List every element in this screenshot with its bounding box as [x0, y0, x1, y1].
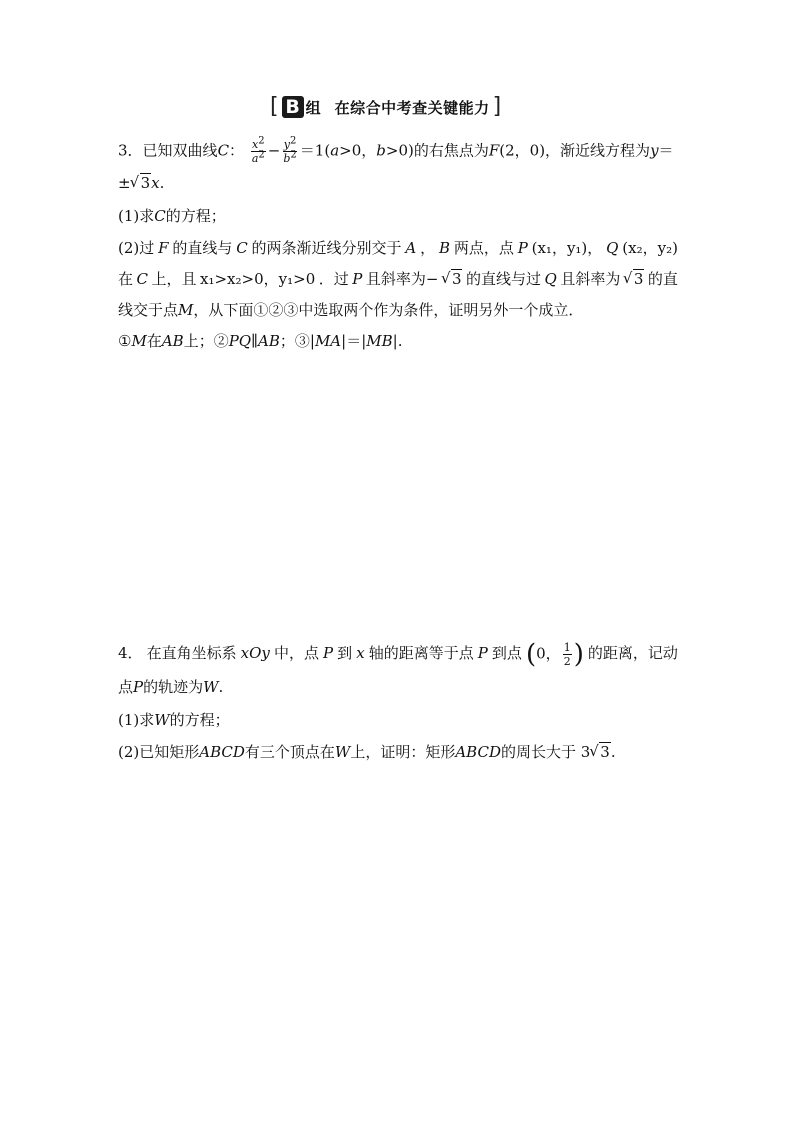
cond-end: >0)的右焦点为	[385, 141, 489, 160]
cond3-c: |.	[392, 332, 403, 350]
p4l1-point-0: 0，	[536, 644, 561, 663]
p4l1-e: 到点	[491, 644, 522, 662]
q2l2-P: P	[352, 270, 363, 288]
cond1-AB: AB	[161, 332, 184, 350]
problem3-question2-line1	[118, 237, 678, 259]
q2l1-C: C	[236, 239, 248, 257]
sqrt-radicand-2: 3	[633, 270, 644, 288]
p4q2-d: 的周长大于 3	[500, 743, 591, 761]
p4q2-W: W	[334, 743, 351, 761]
p4q2-ABCD: ABCD	[199, 743, 245, 761]
q2l2-f: 且斜率为	[560, 270, 621, 288]
q2l2-C: C	[136, 270, 148, 288]
p4l2-P: P	[133, 678, 144, 696]
q2l3-a: 线交于点	[118, 301, 179, 319]
frac-half-den: 2	[563, 655, 571, 668]
q1-C: C	[154, 207, 166, 225]
fraction-one-half	[563, 642, 572, 667]
q2l1-B: B	[438, 239, 450, 257]
p4l2-b: 的轨迹为	[143, 678, 204, 696]
frac1-denominator-exponent: 2	[258, 149, 265, 161]
q1-prefix: (1)求	[118, 207, 155, 225]
frac1-numerator: x	[252, 138, 259, 151]
var-x: x	[151, 174, 160, 192]
problem3-question2-line3	[118, 299, 583, 321]
q2l1-c: 的两条渐近线分别交于	[251, 239, 402, 257]
var-a: a	[330, 141, 340, 160]
p4l2-c: .	[218, 678, 224, 696]
sqrt-3-pos	[624, 268, 645, 290]
minus-sign: −	[267, 141, 281, 160]
p4q2-c: 上，证明：矩形	[350, 743, 456, 761]
problem4-question1	[118, 709, 230, 731]
q2l1-P: P	[517, 239, 528, 257]
p4q1-W: W	[154, 711, 170, 729]
q2l3-b: ，从下面①②③中选取两个作为条件，证明另外一个成立．	[193, 301, 584, 319]
p4l1-P2: P	[477, 644, 488, 662]
sqrt-radicand: 3	[140, 174, 151, 192]
problem3-intro: 已知双曲线	[142, 141, 218, 160]
q2l1-F: F	[158, 239, 169, 257]
q2l1-d: ，	[420, 239, 436, 257]
frac1-numerator-exponent: 2	[258, 135, 265, 147]
q2l2-e: 的直线与过	[465, 270, 541, 288]
q2l1-P-coords: (x₁，y₁)，	[531, 239, 603, 257]
group-word: 组	[305, 98, 321, 117]
q2l3-M: M	[178, 301, 194, 319]
frac2-numerator: y	[283, 138, 290, 151]
problem3-question1	[118, 205, 226, 227]
cond3-b: |＝|	[341, 332, 367, 350]
q2l2-a: 在	[118, 270, 134, 288]
q2l2-Q: Q	[544, 270, 557, 288]
cond-mid: >0，	[339, 141, 377, 160]
frac2-denominator: b	[283, 152, 291, 165]
q2l1-b: 的直线与	[172, 239, 233, 257]
frac2-numerator-exponent: 2	[289, 135, 297, 147]
p4q2-ABCD2: ABCD	[455, 743, 501, 761]
p4l1-P: P	[323, 644, 334, 662]
p4q2-a: (2)已知矩形	[118, 743, 200, 761]
q2l2-b: 上，且	[151, 270, 197, 288]
problem3-conditions	[118, 330, 402, 352]
asym-eq: ＝	[658, 141, 674, 160]
plus-minus: ±	[118, 174, 131, 192]
p4l1-a: 在直角坐标系	[146, 644, 237, 662]
sqrt-radicand-1: 3	[451, 270, 462, 288]
q2l1-e: 两点，点	[453, 239, 514, 257]
q1-suffix: 的方程；	[165, 207, 226, 225]
p4l1-x: x	[356, 644, 365, 662]
sqrt-3-neg	[442, 268, 463, 290]
p4q1-b: 的方程；	[169, 711, 230, 729]
cond2-PQ: PQ	[228, 332, 252, 350]
cond3-MB: MB	[366, 332, 393, 350]
cond2-AB: AB	[258, 332, 280, 350]
cond1-c: 上；②	[183, 332, 229, 350]
p4l1-c: 到	[337, 644, 353, 662]
problem3-line1	[118, 135, 674, 165]
section-title: 在综合中考查关键能力	[334, 98, 490, 117]
p4l1-b: 中，点	[273, 644, 319, 662]
cond2-parallel: ∥	[251, 332, 259, 350]
p4q2-b: 有三个顶点在	[244, 743, 335, 761]
curve-C: C	[217, 141, 230, 160]
bracket-left: [	[270, 94, 279, 119]
section-header	[270, 93, 501, 121]
equation-rhs: ＝1(	[299, 141, 331, 160]
cond3-MA: MA	[314, 332, 342, 350]
fraction-x2-a2	[251, 135, 266, 165]
sqrt-3-perimeter	[590, 741, 611, 763]
group-letter-badge: B	[282, 96, 304, 118]
focus-coords: (2，0)，渐近线方程为	[499, 141, 651, 160]
var-b: b	[376, 141, 386, 160]
problem3-question2-line2	[118, 268, 678, 290]
p4l2-a: 点	[118, 678, 134, 696]
problem3-number: 3．	[118, 141, 143, 160]
sqrt-radicand-perimeter: 3	[600, 743, 610, 761]
q2l2-g: 的直	[647, 270, 678, 288]
frac-half-num: 1	[563, 641, 571, 654]
bracket-right: ]	[492, 94, 502, 119]
colon: ：	[229, 141, 245, 160]
problem4-question2	[118, 741, 616, 763]
period: .	[159, 174, 165, 192]
focus-F: F	[488, 141, 500, 160]
cond1-b: 在	[146, 332, 162, 350]
cond1-M: M	[131, 332, 147, 350]
sqrt-3	[131, 172, 152, 194]
q2l2-condition: x₁>x₂>0，y₁>0	[200, 270, 316, 288]
cond2-c: ；③|	[279, 332, 315, 350]
p4l1-xOy: xOy	[240, 644, 270, 662]
q2l2-d: 且斜率为−	[365, 270, 439, 288]
problem3-line2	[118, 172, 164, 194]
p4l1-f: 的距离，记动	[587, 644, 678, 662]
p4l1-d: 轴的距离等于点	[368, 644, 474, 662]
q2l1-A: A	[405, 239, 417, 257]
cond1-marker: ①	[118, 332, 132, 350]
fraction-y2-b2	[282, 135, 297, 165]
point-0-half: (0， $\frac{1}{2}$ )	[525, 639, 584, 670]
q2l1-Q: Q	[606, 239, 619, 257]
p4q1-a: (1)求	[118, 711, 155, 729]
problem4-line1	[118, 639, 678, 670]
q2l1-a: (2)过	[118, 239, 155, 257]
frac1-denominator: a	[251, 152, 259, 165]
problem4-line2	[118, 676, 223, 698]
frac2-denominator-exponent: 2	[290, 149, 297, 161]
asym-y: y	[650, 141, 659, 160]
problem4-number: 4．	[118, 644, 143, 662]
p4q2-e: .	[610, 743, 616, 761]
q2l1-Q-coords: (x₂，y₂)	[622, 239, 678, 257]
p4l2-W: W	[203, 678, 219, 696]
q2l2-c: ．过	[318, 270, 349, 288]
